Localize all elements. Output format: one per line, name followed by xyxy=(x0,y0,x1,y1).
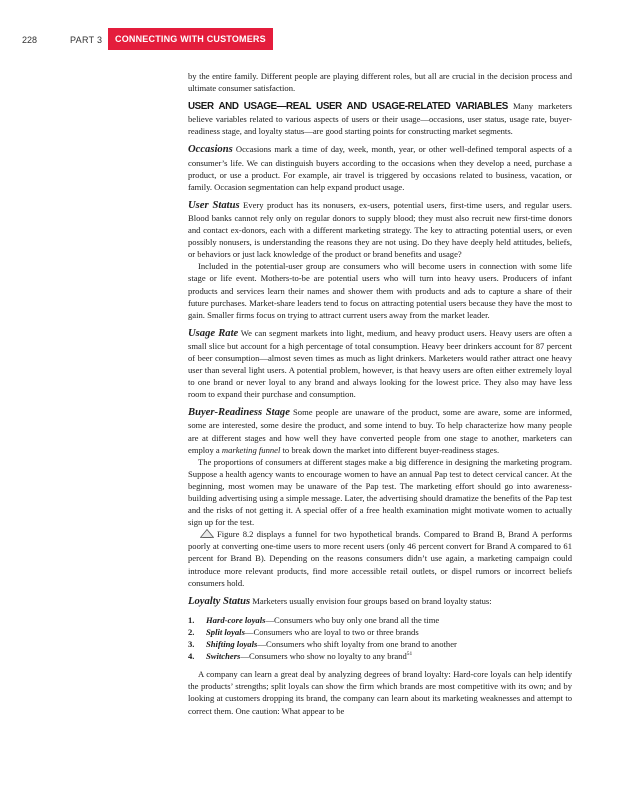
body-text xyxy=(188,70,572,717)
endnote-marker: 51 xyxy=(406,651,413,658)
key-term-marketing-funnel: marketing funnel xyxy=(221,444,281,455)
user-usage-paragraph xyxy=(188,100,572,137)
chapter-title: CONNECTING WITH CUSTOMERS xyxy=(115,34,266,44)
section-heading-user-usage: USER AND USAGE—REAL USER AND USAGE-RELATED VARIABLES xyxy=(188,101,508,113)
buyer-readiness-paragraph xyxy=(188,406,572,455)
user-usage-text: Many marketers believe variables related to various aspects of users or their usage—occasions, user status, usage rate, buyer-readiness stage, and loyalty status—are good starting points for constructing market segments. xyxy=(188,101,572,137)
list-item: 1. Hard-core loyals—Consumers who buy only one brand all the time xyxy=(188,614,440,625)
closing-paragraph: A company can learn a great deal by analyzing degrees of brand loyalty: Hard-core loyals can help identify the products’ strengths; split loyals can show the firm which brands are most competitive with its own; and by looking at customers dropping its brand, the company can learn about its marketing weaknesses and attempt to correct them. One caution: What appear to be xyxy=(188,669,572,716)
subheading-usage-rate: Usage Rate xyxy=(188,327,239,339)
buyer-readiness-p3-text: Figure 8.2 displays a funnel for two hypothetical brands. Compared to Brand B, Brand A performs poorly at converting one-time users to more recent users (only 46 percent convert for Brand A compared to 61 percent for Brand B). Depending on the reasons consumers didn’t use again, a marketing campaign could introduce more relevant products, find more accessible retail outlets, or dispel rumors or incorrect beliefs consumers hold. xyxy=(188,529,572,588)
buyer-readiness-paragraph-2: The proportions of consumers at different stages make a big difference in designing the marketing program. Suppose a health agency wants to encourage women to have an annual Pap test to detect cervical cancer. At the beginning, most women may be unaware of the Pap test. The marketing effort should go into awareness-building advertising using a simple message. Later, the advertising should dramatize the benefits of the Pap test and the risks of not getting it. A special offer of a free health examination might motivate women to actually sign up for the test. xyxy=(188,456,572,528)
part-label: PART 3 xyxy=(70,35,103,45)
usage-rate-paragraph xyxy=(188,327,572,401)
usage-rate-text: We can segment markets into light, medium, and heavy product users. Heavy users are often a small slice but account for a high percentage of total consumption. Heavy beer drinkers account for 87 percent of beer consumption—almost seven times as much as light drinkers. Marketers would rather attract one heavy user than several light users. A potential problem, however, is that heavy users are often either extremely loyal to one brand or never loyal to any brand and always looking for the lowest price. They also may have less room to expand their purchase and consumption. xyxy=(188,327,572,400)
intro-paragraph: by the entire family. Different people are playing different roles, but all are crucial in the decision process and ultimate consumer satisfaction. xyxy=(188,71,572,94)
list-item: 2. Split loyals—Consumers who are loyal to two or three brands xyxy=(188,626,419,637)
loyalty-text: Marketers usually envision four groups based on brand loyalty status: xyxy=(250,595,492,606)
page-number: 228 xyxy=(22,35,38,45)
user-status-text: Every product has its nonusers, ex-users, potential users, first-time users, and regular users. Blood banks cannot rely only on regular donors to supply blood; they must also recruit new first-time donors and contact ex-donors, each with a different marketing strategy. The key to attracting potential users, or even possibly nonusers, is understanding the reasons they are not using. Do they have deeply held attitudes, beliefs, or behaviors or just lack knowledge of the product or brand benefits and usage? xyxy=(188,199,572,260)
buyer-readiness-paragraph-3 xyxy=(188,528,572,588)
list-item: 4. Switchers—Consumers who show no loyalty to any brand$^{51}$ xyxy=(188,651,413,662)
buyer-readiness-text-b: to break down the market into different buyer-readiness stages. xyxy=(280,444,500,455)
user-status-paragraph-2: Included in the potential-user group are consumers who will become users in connection with some life stage or life event. Mothers-to-be are potential users who will turn into heavy users. Producers of infant products and services learn their names and shower them with products and ads to capture a share of their future purchases. Market-share leaders tend to focus on attracting potential users because they have the most to gain. Smaller firms focus on trying to attract current users away from the market leader. xyxy=(188,261,572,320)
chapter-band xyxy=(108,28,273,50)
subheading-buyer-readiness: Buyer-Readiness Stage xyxy=(188,407,290,419)
loyalty-list xyxy=(188,614,572,662)
user-status-paragraph xyxy=(188,199,572,260)
occasions-text: Occasions mark a time of day, week, month, year, or other well-defined temporal aspects of a consumer’s life. We can distinguish buyers according to the occasions when they develop a need, purchase a product, or use a product. For example, air travel is triggered by occasions related to business, vacation, or family. Occasion segmentation can help expand product usage. xyxy=(188,144,572,192)
occasions-paragraph xyxy=(188,143,572,192)
loyalty-paragraph xyxy=(188,595,572,608)
subheading-loyalty-status: Loyalty Status xyxy=(188,595,251,607)
subheading-user-status: User Status xyxy=(188,199,240,211)
subheading-occasions: Occasions xyxy=(188,144,233,156)
buyer-readiness-text-a: Some people are unaware of the product, some are aware, some are informed, some are interested, some desire the product, and some intend to buy. To help characterize how many people are at different stages and how well they have converted people from one stage to another, marketers can employ a xyxy=(188,407,573,455)
list-item: 3. Shifting loyals—Consumers who shift loyalty from one brand to another xyxy=(188,639,457,650)
page-header xyxy=(0,28,623,50)
figure-reference-icon xyxy=(200,529,214,538)
